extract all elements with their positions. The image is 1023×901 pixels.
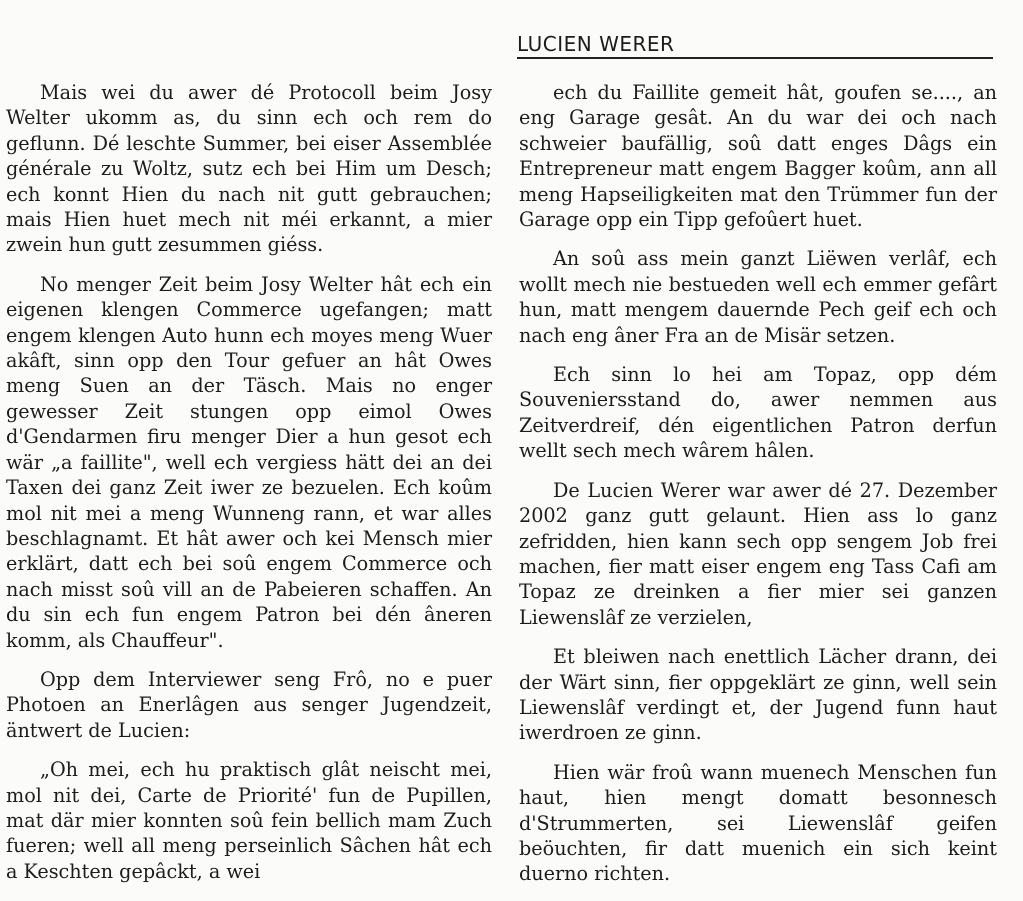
paragraph: Hien wär froû wann muenech Menschen fun haut, hien mengt domatt besonnesch d'Strummerten, sei Liewenslâf geifen beöuchten, fir datt muenich ein sich keint duerno richten.	[519, 760, 997, 886]
paragraph: Opp dem Interviewer seng Frô, no e puer Photoen an Enerlâgen aus senger Jugendzeit, äntwert de Lucien:	[6, 667, 492, 742]
paragraph: No menger Zeit beim Josy Welter hât ech ein eigenen klengen Commerce ugefangen; matt engem klengen Auto hunn ech moyes meng Wuer akâft, sinn opp den Tour gefuer an hât Owes meng Suen an der Täsch. Mais no enger gewesser Zeit stungen opp eimol Owes d'Gendarmen firu menger Dier a hun gesot ech wär „a faillite", well ech vergiess hätt dei an dei Taxen dei ganz Zeit iwer ze bezuelen. Ech koûm mol nit mei a meng Wunneng rann, et war alles beschlagnamt. Et hât awer och kei Mensch mier erklärt, datt ech bei soû engem Commerce och nach misst soû vill an de Pabeieren schaffen. An du sin ech fun engem Patron bei dén âneren komm, als Chauffeur".	[6, 272, 492, 652]
paragraph: ech du Faillite gemeit hât, goufen se...., an eng Garage gesât. An du war dei och nach schweier baufällig, soû datt enges Dâgs ein Entrepreneur matt engem Bagger koûm, ann all meng Hapseiligkeiten mat den Trümmer fun der Garage opp ein Tipp gefoûert huet.	[519, 81, 997, 232]
left-column	[6, 80, 492, 898]
paragraph: Mais wei du awer dé Protocoll beim Josy Welter ukomm as, du sinn ech och rem do geflunn. Dé leschte Summer, bei eiser Assemblée générale zu Woltz, sutz ech bei Him um Desch; ech konnt Hien du nach nit gutt gebrauchen; mais Hien huet mech nit méi erkannt, a mier zwein hun gutt zesummen giéss.	[6, 81, 492, 257]
header-title: LUCIEN WERER	[517, 32, 675, 56]
paragraph: De Lucien Werer war awer dé 27. Dezember 2002 ganz gutt gelaunt. Hien ass lo ganz zefridden, hien kann sech opp sengem Job frei machen, fier matt eiser engem eng Tass Cafi am Topaz ze dreinken a fier mier sei ganzen Liewenslâf ze verzielen,	[519, 478, 997, 629]
paragraph: An soû ass mein ganzt Liëwen verlâf, ech wollt mech nie bestueden well ech emmer gefârt hun, matt mengem dauernde Pech geif ech och nach eng âner Fra an de Misär setzen.	[519, 247, 997, 347]
page-header	[517, 32, 993, 59]
paragraph: Ech sinn lo hei am Topaz, opp dém Souveniersstand do, awer nemmen aus Zeitverdreif, dén eigentlichen Patron derfun wellt sech mech wârem hâlen.	[519, 363, 997, 463]
paragraph: „Oh mei, ech hu praktisch glât neischt mei, mol nit dei, Carte de Priorité' fun de Pupillen, mat där mier konnten soû fein bellich mam Zuch fueren; well all meng perseinlich Sâchen hât ech a Keschten gepâckt, a wei	[6, 758, 492, 883]
right-column	[519, 80, 997, 901]
paragraph: Et bleiwen nach enettlich Lächer drann, dei der Wärt sinn, fier oppgeklärt ze ginn, well sein Liewenslâf verdingt et, der Jugend funn haut iwerdroen ze ginn.	[519, 645, 997, 745]
